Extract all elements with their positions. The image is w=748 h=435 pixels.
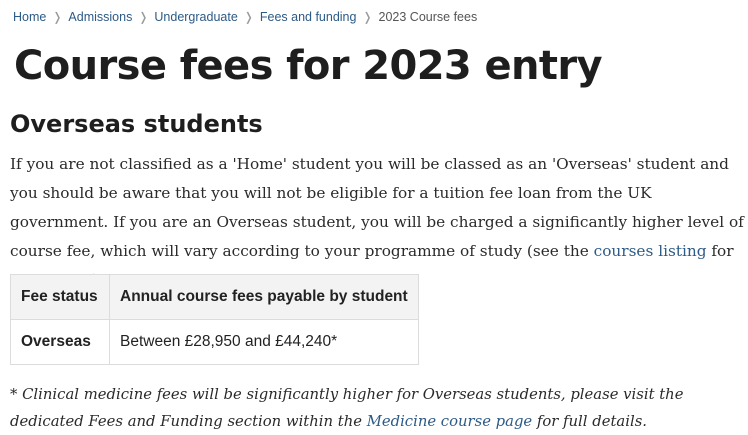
- fee-table: [10, 274, 419, 365]
- table-row: [11, 320, 419, 365]
- breadcrumb-current: 2023 Course fees: [378, 10, 478, 24]
- breadcrumb-undergraduate-link[interactable]: Undergraduate: [154, 10, 238, 24]
- footnote-text-end: for full details.: [532, 413, 647, 430]
- courses-listing-link[interactable]: courses listing: [593, 242, 707, 260]
- intro-text: If you are not classified as a 'Home' student you will be classed as an 'Overseas' student and you should be aware that you will not be eligible for a tuition fee loan from the UK government. If you are an Overseas student, you will be charged a significantly higher level of course fee, which will vary according to your programme of study (see the: [10, 155, 744, 260]
- fee-status-cell: Overseas: [11, 320, 110, 365]
- annual-fees-cell: Between £28,950 and £44,240*: [110, 320, 419, 365]
- footnote-text: * Clinical medicine fees will be significantly higher for Overseas students, please visit the dedicated Fees and Funding section within the: [10, 386, 684, 430]
- table-header-row: [11, 275, 419, 320]
- breadcrumb: [13, 10, 477, 24]
- breadcrumb-fees-funding-link[interactable]: Fees and funding: [259, 10, 357, 24]
- breadcrumb-home-link[interactable]: Home: [13, 10, 47, 24]
- chevron-right-icon: ❭: [243, 10, 254, 24]
- column-header-fee-status: Fee status: [11, 275, 110, 320]
- footnote: [10, 381, 746, 435]
- chevron-right-icon: ❭: [362, 10, 373, 24]
- medicine-course-page-link[interactable]: Medicine course page: [366, 413, 533, 430]
- breadcrumb-admissions-link[interactable]: Admissions: [68, 10, 133, 24]
- section-heading: Overseas students: [10, 110, 263, 138]
- page-title: Course fees for 2023 entry: [14, 43, 603, 89]
- chevron-right-icon: ❭: [52, 10, 63, 24]
- intro-text-end: for: [711, 242, 734, 260]
- chevron-right-icon: ❭: [138, 10, 149, 24]
- column-header-annual-fees: Annual course fees payable by student: [110, 275, 419, 320]
